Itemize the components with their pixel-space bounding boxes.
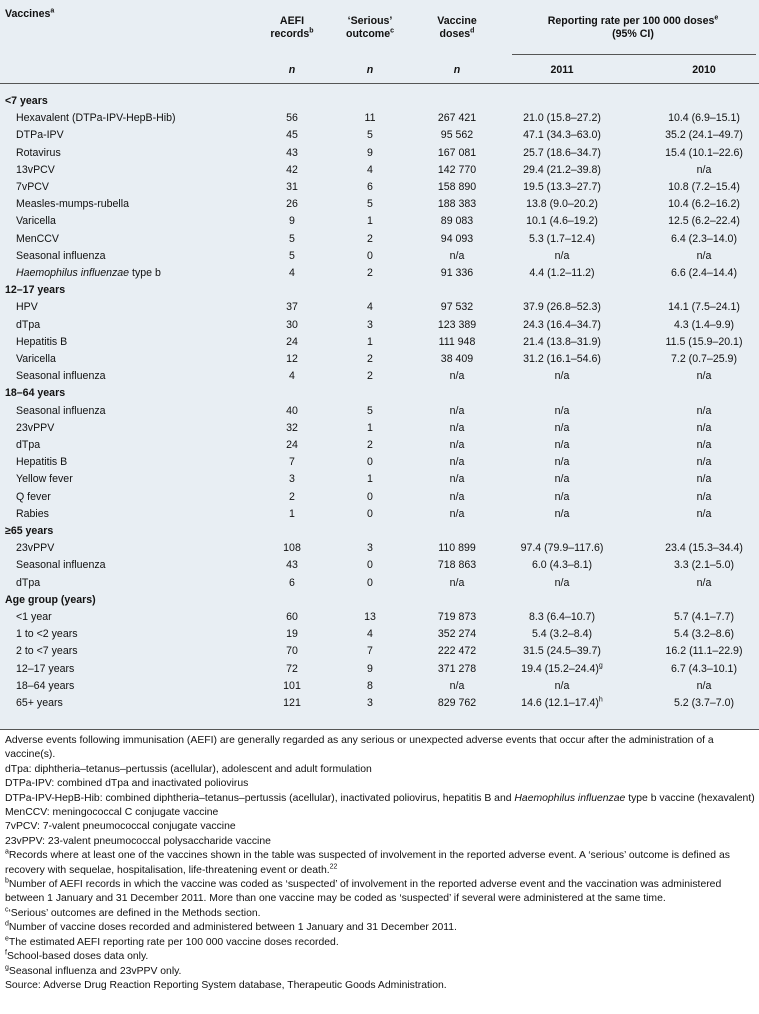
aefi-count: 32 [286,422,298,434]
rate-2011-value: n/a [554,250,570,262]
footnote-text: ‘Serious’ outcomes are defined in the Methods section. [8,907,261,919]
aefi-n: n [288,64,296,76]
aefi-count: 31 [286,181,298,193]
dose-count: 97 532 [440,301,474,313]
table-bottom-rule [0,729,759,730]
footnote-text: The estimated AEFI reporting rate per 100 000 vaccine doses recorded. [8,936,339,948]
rate-2010: 16.2 (11.1–22.9) [665,645,743,657]
vaccine-label: dTpa [16,439,41,451]
aefi-header: AEFI records$^b$ [270,15,314,40]
serious-count: 3 [367,319,373,331]
rate-2011 [512,491,612,504]
aefi-count: 19 [286,628,298,640]
dose-count: 188 383 [437,198,477,210]
dose-count: 110 899 [438,542,476,554]
footnote-marker: g [5,964,9,972]
footnote [5,907,755,921]
rate-2011 [512,267,612,280]
vaccine-label: Rabies [16,508,49,520]
rate-2010: 5.2 (3.7–7.0) [673,697,735,709]
aefi-count: 5 [289,250,295,262]
serious-count: 0 [367,491,373,503]
rate-2011 [512,370,612,383]
footnote [5,792,755,806]
rate-2010: 35.2 (24.1–49.7) [665,129,743,141]
footnote-text: Number of AEFI records in which the vaccine was coded as ‘suspected’ of involvement in the reported adverse event and the vaccination was administered between 1 January and 31 December 2011. More than one vaccine may be coded as ‘suspected’ if several were administered at the same time. [5,879,722,905]
dose-count: 267 421 [437,112,477,124]
footnote-text: 23vPPV: 23-valent pneumococcal polysaccharide vaccine [5,835,271,847]
aefi-count: 4 [289,267,295,279]
rate-2010: n/a [696,250,712,262]
rate-2011 [512,680,612,693]
rate-2011-value: n/a [554,422,570,434]
vaccine-label: MenCCV [16,233,59,245]
rate-2011-value: n/a [554,491,570,503]
rate-2011-value: n/a [554,456,570,468]
footnote-text-after: type b vaccine (hexavalent) [625,792,755,804]
rate-2011 [512,697,612,710]
rate-2011 [512,663,612,676]
serious-count: 9 [367,663,373,675]
serious-count: 7 [367,645,373,657]
rate-2010: n/a [696,370,712,382]
aefi-count: 45 [286,129,298,141]
footnote [5,849,755,878]
rate-2011 [512,422,612,435]
doses-header: Vaccine doses$^d$ [437,15,477,40]
rate-2011-value: n/a [554,577,570,589]
rate-2011-footnote: g [598,662,603,670]
vaccine-label: Seasonal influenza [16,250,106,262]
vaccine-label: 65+ years [16,697,63,709]
group-label: <7 years [5,95,48,107]
aefi-count: 43 [286,147,298,159]
dose-count: 111 948 [438,336,476,348]
rate-2010: n/a [696,456,712,468]
dose-count: 371 278 [437,663,477,675]
rate-2010: n/a [696,577,712,589]
footnote [5,835,755,849]
aefi-count: 9 [289,215,295,227]
rate-2011 [512,147,612,160]
dose-count: n/a [449,491,465,503]
serious-count: 0 [367,456,373,468]
dose-count: n/a [449,370,465,382]
rate-2011 [512,508,612,521]
header-rule [0,83,759,84]
serious-count: 5 [367,198,373,210]
rate-header: Reporting rate per 100 000 doses$^e$ (95% CI) [547,14,719,40]
footnote-text: DTPa-IPV: combined dTpa and inactivated poliovirus [5,778,249,790]
aefi-count: 42 [286,164,298,176]
rate-2011 [512,164,612,177]
vaccine-label: Seasonal influenza [16,405,106,417]
rate-2011-value: 31.5 (24.5–39.7) [523,645,601,657]
serious-n: n [366,64,374,76]
aefi-count: 24 [286,336,298,348]
rate-2010: n/a [696,508,712,520]
footnote-text: MenCCV: meningococcal C conjugate vaccine [5,807,219,819]
rate-2010: 23.4 (15.3–34.4) [665,542,743,554]
dose-count: 142 770 [437,164,477,176]
vaccine-label: Hepatitis B [16,456,68,468]
serious-count: 1 [367,336,373,348]
serious-count: 1 [367,473,373,485]
dose-count: 89 083 [440,215,474,227]
vaccine-label: <1 year [16,611,52,623]
vaccines-header: Vaccines$^a$ [5,7,55,20]
serious-count: 5 [367,405,373,417]
footnote-text: dTpa: diphtheria–tetanus–pertussis (acellular), adolescent and adult formulation [5,763,372,775]
vaccine-label: DTPa-IPV [16,129,64,141]
reference-marker: 22 [329,863,338,871]
serious-count: 0 [367,559,373,571]
rate-2010: 14.1 (7.5–24.1) [668,301,740,313]
rate-2010: 3.3 (2.1–5.0) [673,559,735,571]
rate-2010: 7.2 (0.7–25.9) [671,353,737,365]
vaccine-label: dTpa [16,577,41,589]
rate-2011 [512,577,612,590]
footnote-marker: f [5,949,7,957]
aefi-count: 24 [286,439,298,451]
dose-count: 718 863 [437,559,477,571]
rate-2011 [512,233,612,246]
footnote-text: Number of vaccine doses recorded and administered between 1 January and 31 December 2011. [8,922,457,934]
rate-2010: 11.5 (15.9–20.1) [665,336,743,348]
rate-2011-value: 5.3 (1.7–12.4) [529,233,595,245]
dose-count: n/a [449,508,465,520]
rate-2011 [512,645,612,658]
footnote-text: School-based doses data only. [6,951,149,963]
aefi-count: 60 [286,611,298,623]
serious-count: 2 [367,439,373,451]
group-label: Age group (years) [5,594,96,606]
aefi-count: 108 [283,542,301,554]
aefi-count: 26 [286,198,298,210]
aefi-count: 30 [286,319,298,331]
footnote [5,777,755,791]
dose-count: n/a [449,405,465,417]
aefi-count: 5 [289,233,295,245]
rate-header-rule [512,54,756,55]
footnote [5,763,755,777]
dose-count: n/a [449,456,465,468]
vaccine-label [16,267,161,280]
aefi-count: 3 [289,473,295,485]
rate-2011 [512,456,612,469]
footnote [5,936,755,950]
group-label: 12–17 years [5,284,66,296]
vaccine-label: Hepatitis B [16,336,68,348]
rate-2011-value: 37.9 (26.8–52.3) [523,301,601,313]
dose-count: n/a [449,439,465,451]
serious-count: 4 [367,628,373,640]
aefi-count: 56 [286,112,298,124]
aefi-count: 4 [289,370,295,382]
aefi-count: 2 [289,491,295,503]
serious-count: 13 [364,611,376,623]
rate-2011 [512,336,612,349]
rate-2011-value: 8.3 (6.4–10.7) [529,611,595,623]
vaccine-label: Q fever [16,491,51,503]
vaccine-label: 2 to <7 years [16,645,78,657]
footnote-italic: Haemophilus influenzae [514,792,626,804]
rate-2010: n/a [696,491,712,503]
rate-2011-value: 24.3 (16.4–34.7) [523,319,601,331]
serious-count: 4 [367,164,373,176]
dose-count: 38 409 [440,353,474,365]
rate-2011-value: 19.5 (13.3–27.7) [523,181,601,193]
rate-2011 [512,319,612,332]
rate-2010: 5.4 (3.2–8.6) [673,628,735,640]
rate-2010: 4.3 (1.4–9.9) [673,319,735,331]
rate-2011-value: 6.0 (4.3–8.1) [531,559,593,571]
serious-count: 5 [367,129,373,141]
rate-2011 [512,215,612,228]
dose-count: 158 890 [437,181,477,193]
aefi-count: 121 [283,697,301,709]
footnote [5,878,755,907]
footnote [5,820,755,834]
rate-2011 [512,353,612,366]
dose-count: 719 873 [437,611,477,623]
rate-2011-value: 31.2 (16.1–54.6) [523,353,601,365]
rate-2010: 10.4 (6.2–16.2) [668,198,740,210]
rate-2011 [512,250,612,263]
vaccine-label: 12–17 years [16,663,75,675]
footnote [5,965,755,979]
rate-2010: 10.4 (6.9–15.1) [668,112,740,124]
rate-2010: 6.7 (4.3–10.1) [671,663,737,675]
serious-count: 0 [367,250,373,262]
rate-2011-value: 5.4 (3.2–8.4) [531,628,593,640]
rate-2011-value: n/a [554,473,570,485]
vaccine-label: Measles-mumps-rubella [16,198,130,210]
rate-2011 [512,542,612,555]
vaccine-label: 23vPPV [16,542,55,554]
rate-2011-value: 29.4 (21.2–39.8) [523,164,601,176]
vaccine-label: Varicella [16,353,56,365]
rate-2011-value: 19.4 (15.2–24.4) [521,663,599,675]
rate-2011-value: 21.4 (13.8–31.9) [523,336,601,348]
rate-2011-value: 4.4 (1.2–11.2) [529,267,595,279]
footnote [5,950,755,964]
aefi-count: 7 [289,456,295,468]
serious-count: 0 [367,508,373,520]
dose-count: n/a [449,577,465,589]
rate-2010: 10.8 (7.2–15.4) [668,181,740,193]
footnote [5,734,755,763]
rate-2010: 6.4 (2.3–14.0) [671,233,737,245]
serious-header: ‘Serious’ outcome$^c$ [345,15,395,40]
rate-2011 [512,405,612,418]
footnote-text: Source: Adverse Drug Reaction Reporting System database, Therapeutic Goods Administration. [5,979,447,991]
dose-count: 352 274 [437,628,477,640]
footnote-marker: e [5,935,9,943]
rate-2011 [512,129,612,142]
rate-2010: n/a [696,439,712,451]
serious-count: 0 [367,577,373,589]
dose-count: 91 336 [440,267,474,279]
dose-count: 167 081 [437,147,477,159]
aefi-count: 101 [283,680,301,692]
footnote-marker: d [5,920,9,928]
footnote-text: Seasonal influenza and 23vPPV only. [8,965,182,977]
rate-2010: n/a [696,473,712,485]
aefi-count: 37 [286,301,298,313]
serious-count: 6 [367,181,373,193]
dose-count: 95 562 [440,129,474,141]
rate-2011 [512,611,612,624]
dose-count: n/a [449,680,465,692]
rate-2011-value: 97.4 (79.9–117.6) [520,542,604,554]
footnote-marker: c [5,906,9,914]
rate-2010: 12.5 (6.2–22.4) [668,215,740,227]
rate-2011-value: 10.1 (4.6–19.2) [526,215,598,227]
footnote [5,806,755,820]
dose-count: n/a [449,250,465,262]
doses-n: n [453,64,461,76]
serious-count: 4 [367,301,373,313]
vaccine-label: Seasonal influenza [16,559,106,571]
serious-count: 1 [367,422,373,434]
serious-count: 1 [367,215,373,227]
rate-2010: n/a [696,680,712,692]
vaccine-label: 7vPCV [16,181,49,193]
rate-2011-value: n/a [554,680,570,692]
serious-count: 2 [367,353,373,365]
serious-count: 3 [367,542,373,554]
vaccine-label: Seasonal influenza [16,370,106,382]
vaccine-label: dTpa [16,319,41,331]
vaccine-label-rest: type b [129,267,161,279]
serious-count: 3 [367,697,373,709]
rate-2011 [512,181,612,194]
rate-2011-value: n/a [554,405,570,417]
dose-count: 94 093 [440,233,474,245]
dose-count: n/a [449,422,465,434]
rate-2011 [512,559,612,572]
rate-2010: n/a [696,405,712,417]
group-label: ≥65 years [5,525,54,537]
year-2010-header: 2010 [692,64,716,76]
vaccine-label: 13vPCV [16,164,55,176]
rate-2011 [512,628,612,641]
vaccine-label: 18–64 years [16,680,75,692]
rate-2011 [512,198,612,211]
serious-count: 2 [367,233,373,245]
dose-count: 123 389 [437,319,477,331]
rate-2011 [512,439,612,452]
footnote-marker: b [5,877,9,885]
dose-count: n/a [449,473,465,485]
rate-2010: 6.6 (2.4–14.4) [671,267,737,279]
rate-2011-footnote: h [598,696,603,704]
rate-2010: n/a [696,422,712,434]
rate-2011-value: n/a [554,370,570,382]
footnote [5,979,755,993]
aefi-count: 70 [286,645,298,657]
dose-count: 829 762 [437,697,477,709]
aefi-count: 43 [286,559,298,571]
footnote-text: 7vPCV: 7-valent pneumococcal conjugate vaccine [5,821,236,833]
footnote-text: DTPa-IPV-HepB-Hib: combined diphtheria–tetanus–pertussis (acellular), inactivated poliovirus, hepatitis B and [5,792,515,804]
aefi-count: 72 [286,663,298,675]
rate-2011-value: n/a [554,508,570,520]
rate-2011-value: 47.1 (34.3–63.0) [523,129,601,141]
vaccine-label: Varicella [16,215,56,227]
vaccine-label: 1 to <2 years [16,628,78,640]
vaccine-label: Yellow fever [16,473,73,485]
serious-count: 2 [367,370,373,382]
aefi-count: 1 [289,508,295,520]
aefi-count: 6 [289,577,295,589]
table-notes [5,734,755,993]
vaccine-label: Rotavirus [16,147,61,159]
vaccine-label-italic: Haemophilus influenzae [16,267,130,279]
year-2011-header: 2011 [550,64,574,76]
vaccine-label: Hexavalent (DTPa-IPV-HepB-Hib) [16,112,176,124]
footnote-text: Records where at least one of the vaccines shown in the table was suspected of involvement in the reported adverse event. A ‘serious’ outcome is defined as recovery with sequelae, hospitalisation, life-threatening event or death. [5,850,730,876]
serious-count: 2 [367,267,373,279]
rate-2010: n/a [696,164,712,176]
vaccine-label: 23vPPV [16,422,55,434]
serious-count: 9 [367,147,373,159]
vaccine-label: HPV [16,301,38,313]
aefi-count: 40 [286,405,298,417]
rate-2011 [512,112,612,125]
aefi-count: 12 [286,353,298,365]
serious-count: 8 [367,680,373,692]
rate-2011 [512,301,612,314]
footnote-text: Adverse events following immunisation (AEFI) are generally regarded as any serious or unexpected adverse events that occur after the administration of a vaccine(s). [5,735,714,761]
rate-2011-value: 21.0 (15.8–27.2) [523,112,601,124]
rate-2011-value: 14.6 (12.1–17.4) [521,697,599,709]
rate-2011-value: 13.8 (9.0–20.2) [526,198,598,210]
footnote [5,921,755,935]
serious-count: 11 [364,112,376,124]
rate-2010: 5.7 (4.1–7.7) [673,611,735,623]
rate-2011-value: n/a [554,439,570,451]
group-label: 18–64 years [5,387,66,399]
rate-2010: 15.4 (10.1–22.6) [665,147,743,159]
rate-2011-value: 25.7 (18.6–34.7) [523,147,601,159]
rate-2011 [512,473,612,486]
footnote-marker: a [5,848,9,856]
dose-count: 222 472 [437,645,477,657]
